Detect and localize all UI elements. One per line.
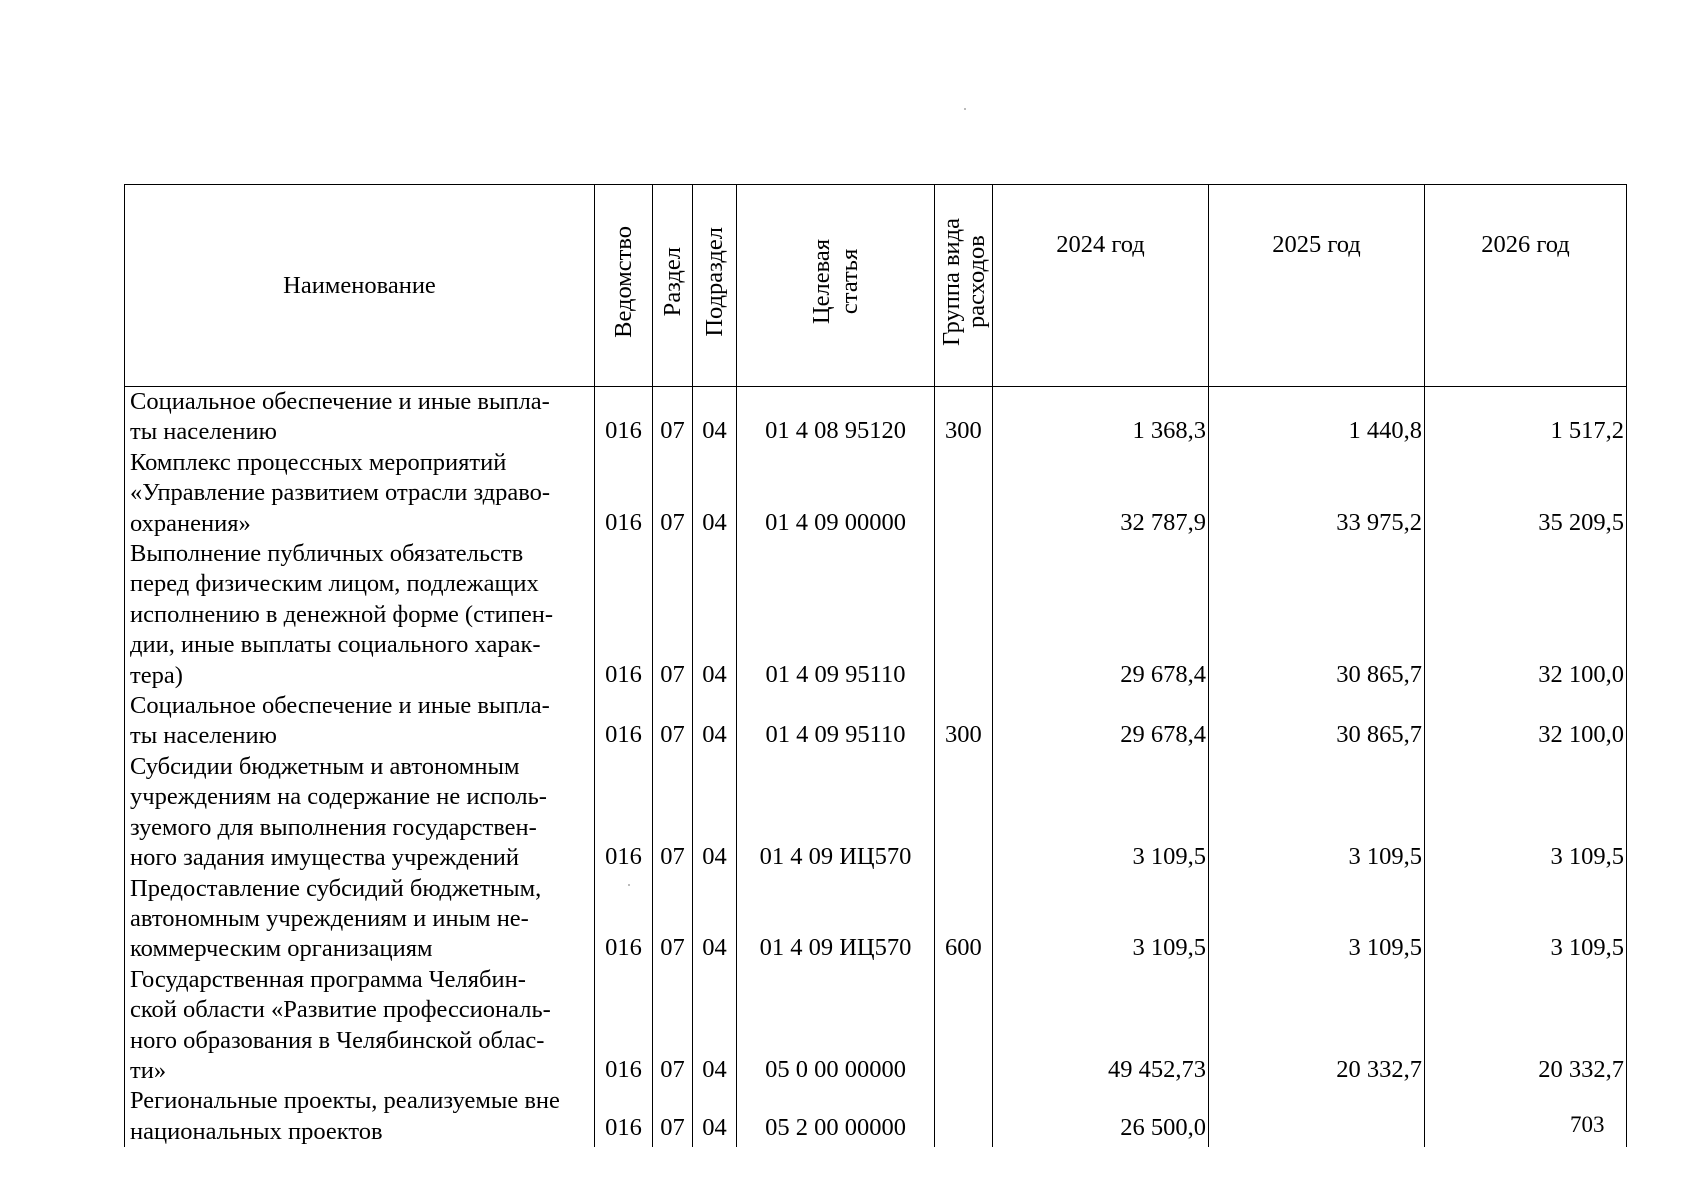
name-line: исполнению в денежной форме (стипен- (130, 600, 554, 628)
budget-table (124, 184, 1627, 1147)
cell-amount-2024: 3 109,5 (993, 752, 1209, 874)
cell-vedomstvo: 016 (595, 691, 653, 752)
header-vedomstvo: Ведомство (595, 185, 653, 387)
cell-amount-2026: 1 517,2 (1425, 387, 1627, 448)
name-line: Предоставление субсидий бюджетным, (130, 874, 542, 902)
name-line: Социальное обеспечение и иные выпла- (130, 388, 550, 415)
cell-celevaya-statya: 01 4 09 ИЦ570 (737, 874, 935, 965)
table-row (125, 387, 1627, 448)
cell-amount-2026: 20 332,7 (1425, 965, 1627, 1087)
name-line: ты населению (130, 722, 277, 750)
name-line: дии, иные выплаты социального харак- (130, 631, 541, 659)
cell-amount-2025: 3 109,5 (1209, 874, 1425, 965)
cell-podrazdel: 04 (693, 539, 737, 691)
table-row (125, 691, 1627, 752)
scan-speck (628, 884, 630, 886)
cell-vedomstvo: 016 (595, 448, 653, 539)
cell-amount-2025 (1209, 1086, 1425, 1147)
table-header-row (125, 185, 1627, 387)
name-line: учреждениям на содержание не исполь- (130, 783, 547, 811)
cell-amount-2026: 32 100,0 (1425, 691, 1627, 752)
cell-amount-2025: 30 865,7 (1209, 539, 1425, 691)
cell-gruppa-vida (935, 1086, 993, 1147)
name-line: ного образования в Челябинской облас- (130, 1026, 545, 1054)
name-line: ской области «Развитие профессиональ- (130, 996, 551, 1024)
table-row (125, 965, 1627, 1087)
header-gruppa-vida-rashodov: Группа вида расходов (935, 185, 993, 387)
cell-amount-2024: 29 678,4 (993, 691, 1209, 752)
cell-name (125, 752, 595, 874)
cell-razdel: 07 (653, 1086, 693, 1147)
name-line: зуемого для выполнения государствен- (130, 813, 537, 841)
cell-razdel: 07 (653, 387, 693, 448)
cell-celevaya-statya: 01 4 09 ИЦ570 (737, 752, 935, 874)
name-line: Региональные проекты, реализуемые вне (130, 1087, 560, 1115)
cell-podrazdel: 04 (693, 1086, 737, 1147)
cell-name (125, 691, 595, 752)
cell-name (125, 387, 595, 448)
cell-amount-2026: 35 209,5 (1425, 448, 1627, 539)
cell-celevaya-statya: 01 4 09 00000 (737, 448, 935, 539)
name-line: Комплекс процессных мероприятий (130, 448, 507, 476)
cell-podrazdel: 04 (693, 448, 737, 539)
cell-celevaya-statya: 01 4 08 95120 (737, 387, 935, 448)
cell-gruppa-vida (935, 752, 993, 874)
cell-vedomstvo: 016 (595, 874, 653, 965)
cell-vedomstvo: 016 (595, 965, 653, 1087)
cell-vedomstvo: 016 (595, 539, 653, 691)
cell-amount-2024: 49 452,73 (993, 965, 1209, 1087)
name-line: «Управление развитием отрасли здраво- (130, 479, 551, 507)
cell-podrazdel: 04 (693, 752, 737, 874)
cell-razdel: 07 (653, 448, 693, 539)
name-line: Социальное обеспечение и иные выпла- (130, 692, 550, 720)
cell-razdel: 07 (653, 874, 693, 965)
header-name: Наименование (125, 185, 595, 387)
cell-amount-2024: 29 678,4 (993, 539, 1209, 691)
cell-vedomstvo: 016 (595, 387, 653, 448)
cell-name (125, 965, 595, 1087)
cell-celevaya-statya: 01 4 09 95110 (737, 539, 935, 691)
name-line: тера) (130, 661, 183, 689)
cell-vedomstvo: 016 (595, 1086, 653, 1147)
cell-gruppa-vida: 300 (935, 691, 993, 752)
cell-razdel: 07 (653, 752, 693, 874)
cell-gruppa-vida (935, 965, 993, 1087)
table-row (125, 752, 1627, 874)
cell-name (125, 874, 595, 965)
cell-celevaya-statya: 05 2 00 00000 (737, 1086, 935, 1147)
header-year-2025: 2025 год (1209, 185, 1425, 387)
cell-amount-2026: 3 109,5 (1425, 874, 1627, 965)
cell-amount-2024: 3 109,5 (993, 874, 1209, 965)
cell-gruppa-vida (935, 539, 993, 691)
name-line: ты населению (130, 418, 277, 446)
cell-podrazdel: 04 (693, 691, 737, 752)
header-year-2026: 2026 год (1425, 185, 1627, 387)
cell-razdel: 07 (653, 539, 693, 691)
cell-razdel: 07 (653, 965, 693, 1087)
name-line: перед физическим лицом, подлежащих (130, 570, 539, 598)
cell-gruppa-vida: 600 (935, 874, 993, 965)
cell-amount-2025: 30 865,7 (1209, 691, 1425, 752)
cell-name (125, 539, 595, 691)
cell-gruppa-vida: 300 (935, 387, 993, 448)
header-year-2024: 2024 год (993, 185, 1209, 387)
cell-amount-2025: 20 332,7 (1209, 965, 1425, 1087)
cell-amount-2026: 3 109,5 (1425, 752, 1627, 874)
cell-amount-2024: 26 500,0 (993, 1086, 1209, 1147)
cell-celevaya-statya: 05 0 00 00000 (737, 965, 935, 1087)
cell-amount-2025: 1 440,8 (1209, 387, 1425, 448)
cell-vedomstvo: 016 (595, 752, 653, 874)
cell-amount-2026: 32 100,0 (1425, 539, 1627, 691)
name-line: ти» (130, 1056, 167, 1084)
name-line: коммерческим организациям (130, 935, 433, 963)
cell-amount-2024: 1 368,3 (993, 387, 1209, 448)
name-line: Государственная программа Челябин- (130, 965, 526, 993)
cell-podrazdel: 04 (693, 387, 737, 448)
name-line: национальных проектов (130, 1117, 383, 1145)
cell-podrazdel: 04 (693, 965, 737, 1087)
header-razdel: Раздел (653, 185, 693, 387)
cell-razdel: 07 (653, 691, 693, 752)
cell-celevaya-statya: 01 4 09 95110 (737, 691, 935, 752)
table-row (125, 1086, 1627, 1147)
name-line: Выполнение публичных обязательств (130, 540, 524, 568)
name-line: автономным учреждениям и иным не- (130, 904, 529, 932)
cell-podrazdel: 04 (693, 874, 737, 965)
cell-amount-2025: 33 975,2 (1209, 448, 1425, 539)
cell-amount-2025: 3 109,5 (1209, 752, 1425, 874)
cell-name (125, 1086, 595, 1147)
header-podrazdel: Подраздел (693, 185, 737, 387)
name-line: ного задания имущества учреждений (130, 844, 520, 872)
table-row (125, 539, 1627, 691)
table-row (125, 448, 1627, 539)
page-number: 703 (1570, 1112, 1605, 1137)
cell-gruppa-vida (935, 448, 993, 539)
name-line: Субсидии бюджетным и автономным (130, 752, 520, 780)
scan-speck (964, 108, 966, 110)
table-row (125, 874, 1627, 965)
name-line: охранения» (130, 509, 251, 537)
cell-name (125, 448, 595, 539)
header-celevaya-statya: Целевая статья (737, 185, 935, 387)
cell-amount-2024: 32 787,9 (993, 448, 1209, 539)
